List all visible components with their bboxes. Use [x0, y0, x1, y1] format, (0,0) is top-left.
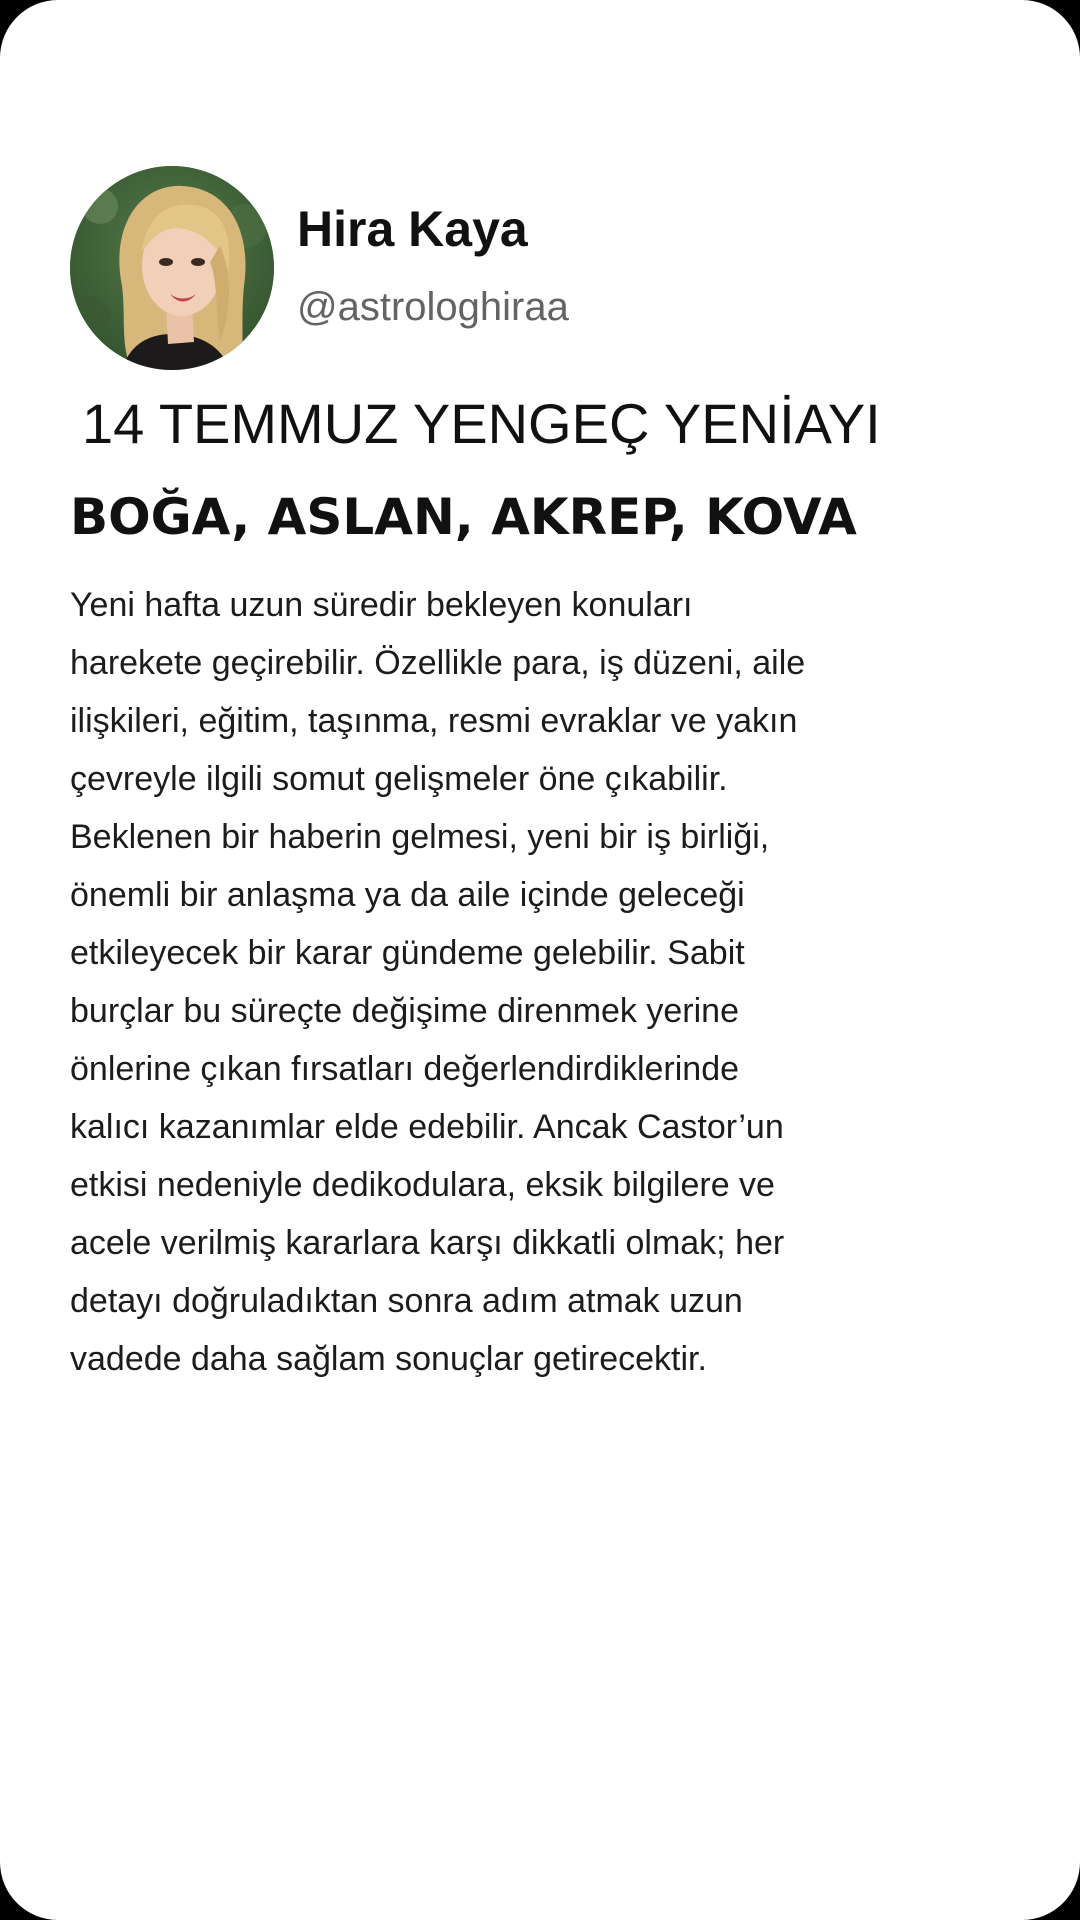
post-body-line: Beklenen bir haberin gelmesi, yeni bir iş birliği,: [70, 818, 770, 856]
post-body-line: acele verilmiş kararlara karşı dikkatli olmak; her: [70, 1224, 785, 1262]
post-body-line: detayı doğruladıktan sonra adım atmak uzun: [70, 1282, 743, 1320]
post-body-line: etkisi nedeniyle dedikodulara, eksik bilgilere ve: [70, 1166, 775, 1204]
post-body-line: harekete geçirebilir. Özellikle para, iş düzeni, aile: [70, 644, 806, 682]
profile-name[interactable]: Hira Kaya: [297, 201, 528, 257]
post-body-line: kalıcı kazanımlar elde edebilir. Ancak Castor’un: [70, 1108, 784, 1146]
avatar[interactable]: [70, 166, 274, 370]
post-body-line: vadede daha sağlam sonuçlar getirecektir.: [70, 1340, 707, 1378]
post-headline: 14 TEMMUZ YENGEÇ YENİAYI: [82, 392, 881, 455]
post-body-line: burçlar bu süreçte değişime direnmek yerine: [70, 992, 739, 1030]
post-body: [70, 576, 1030, 1388]
post-body-line: Yeni hafta uzun süredir bekleyen konuları: [70, 586, 693, 624]
post-body-line: önemli bir anlaşma ya da aile içinde geleceği: [70, 876, 745, 914]
profile-handle[interactable]: @astrologhiraa: [297, 285, 569, 329]
avatar-photo: [70, 166, 274, 370]
post-signs: BOĞA, ASLAN, AKREP, KOVA: [70, 488, 857, 546]
post-body-line: önlerine çıkan fırsatları değerlendirdiklerinde: [70, 1050, 740, 1088]
post-body-line: ilişkileri, eğitim, taşınma, resmi evraklar ve yakın: [70, 702, 798, 740]
post-body-line: çevreyle ilgili somut gelişmeler öne çıkabilir.: [70, 760, 728, 798]
post-body-line: etkileyecek bir karar gündeme gelebilir. Sabit: [70, 934, 745, 972]
